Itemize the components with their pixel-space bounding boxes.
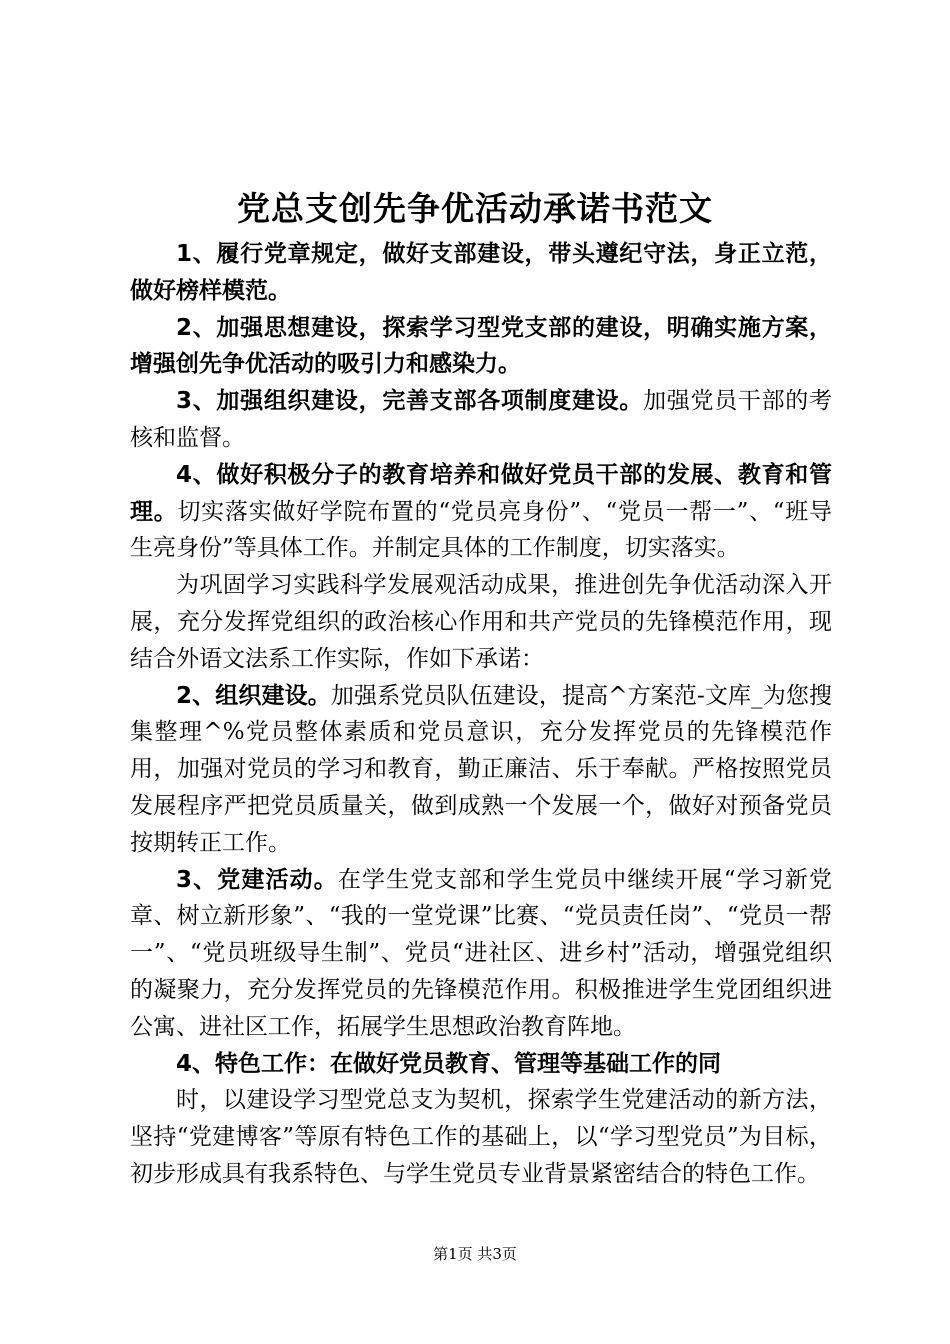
paragraph-5-text: 为巩固学习实践科学发展观活动成果，推进创先争优活动深入开展，充分发挥党组织的政治核心作用和共产党员的先锋模范作用，现结合外语文法系工作实际，作如下承诺： <box>130 572 832 672</box>
paragraph-6-text: 加强系党员队伍建设，提高^方案范-文库_为您搜集整理^%党员整体素质和党员意识，充分发挥党员的先锋模范作用，加强对党员的学习和教育，勤正廉洁、乐于奉献。严格按照党员发展程序严把党员质量关，做到成熟一个发展一个，做好对预备党员按期转正工作。 <box>130 682 832 856</box>
document-body <box>130 236 832 1193</box>
paragraph-3 <box>130 383 832 457</box>
paragraph-8-bold: 4、特色工作：在做好党员教育、管理等基础工作的同 <box>176 1050 722 1077</box>
paragraph-4-text: 切实落实做好学院布置的“党员亮身份”、“党员一帮一”、“班导生亮身份”等具体工作。并制定具体的工作制度，切实落实。 <box>130 498 832 562</box>
paragraph-4 <box>130 457 832 567</box>
paragraph-3-bold: 3、加强组织建设，完善支部各项制度建设。 <box>176 388 644 415</box>
paragraph-4-bold: 4、做好积极分子的教育培养和做好党员干部的发展、教育和管理。 <box>130 461 832 525</box>
paragraph-5 <box>130 567 832 677</box>
paragraph-1-bold: 1、履行党章规定，做好支部建设，带头遵纪守法，身正立范，做好榜样模范。 <box>130 241 832 304</box>
paragraph-3-text: 加强党员干部的考核和监督。 <box>130 388 832 451</box>
paragraph-7-bold: 3、党建活动。 <box>176 866 338 893</box>
paragraph-7-text: 在学生党支部和学生党员中继续开展“学习新党章、树立新形象”、“我的一堂党课”比赛、“党员责任岗”、“党员一帮一”、“党员班级导生制”、党员“进社区、进乡村”活动，增强党组织的凝聚力，充分发挥党员的先锋模范作用。积极推进学生党团组织进公寓、进社区工作，拓展学生思想政治教育阵地。 <box>130 866 832 1040</box>
page-title: 党总支创先争优活动承诺书范文 <box>237 189 713 228</box>
page-footer: 第1页 共3页 <box>433 1245 517 1263</box>
paragraph-2-bold: 2、加强思想建设，探索学习型党支部的建设，明确实施方案，增强创先争优活动的吸引力和感染力。 <box>130 314 832 378</box>
paragraph-6 <box>130 678 832 862</box>
paragraph-2 <box>130 310 832 384</box>
paragraph-9 <box>130 1082 832 1192</box>
paragraph-6-bold: 2、组织建设。 <box>176 682 331 709</box>
paragraph-7 <box>130 862 832 1046</box>
paragraph-9-text: 时，以建设学习型党总支为契机，探索学生党建活动的新方法，坚持“党建博客”等原有特色工作的基础上，以“学习型党员”为目标，初步形成具有我系特色、与学生党员专业背景紧密结合的特色工作。 <box>130 1087 832 1187</box>
paragraph-8 <box>130 1046 832 1083</box>
paragraph-1 <box>130 236 832 310</box>
